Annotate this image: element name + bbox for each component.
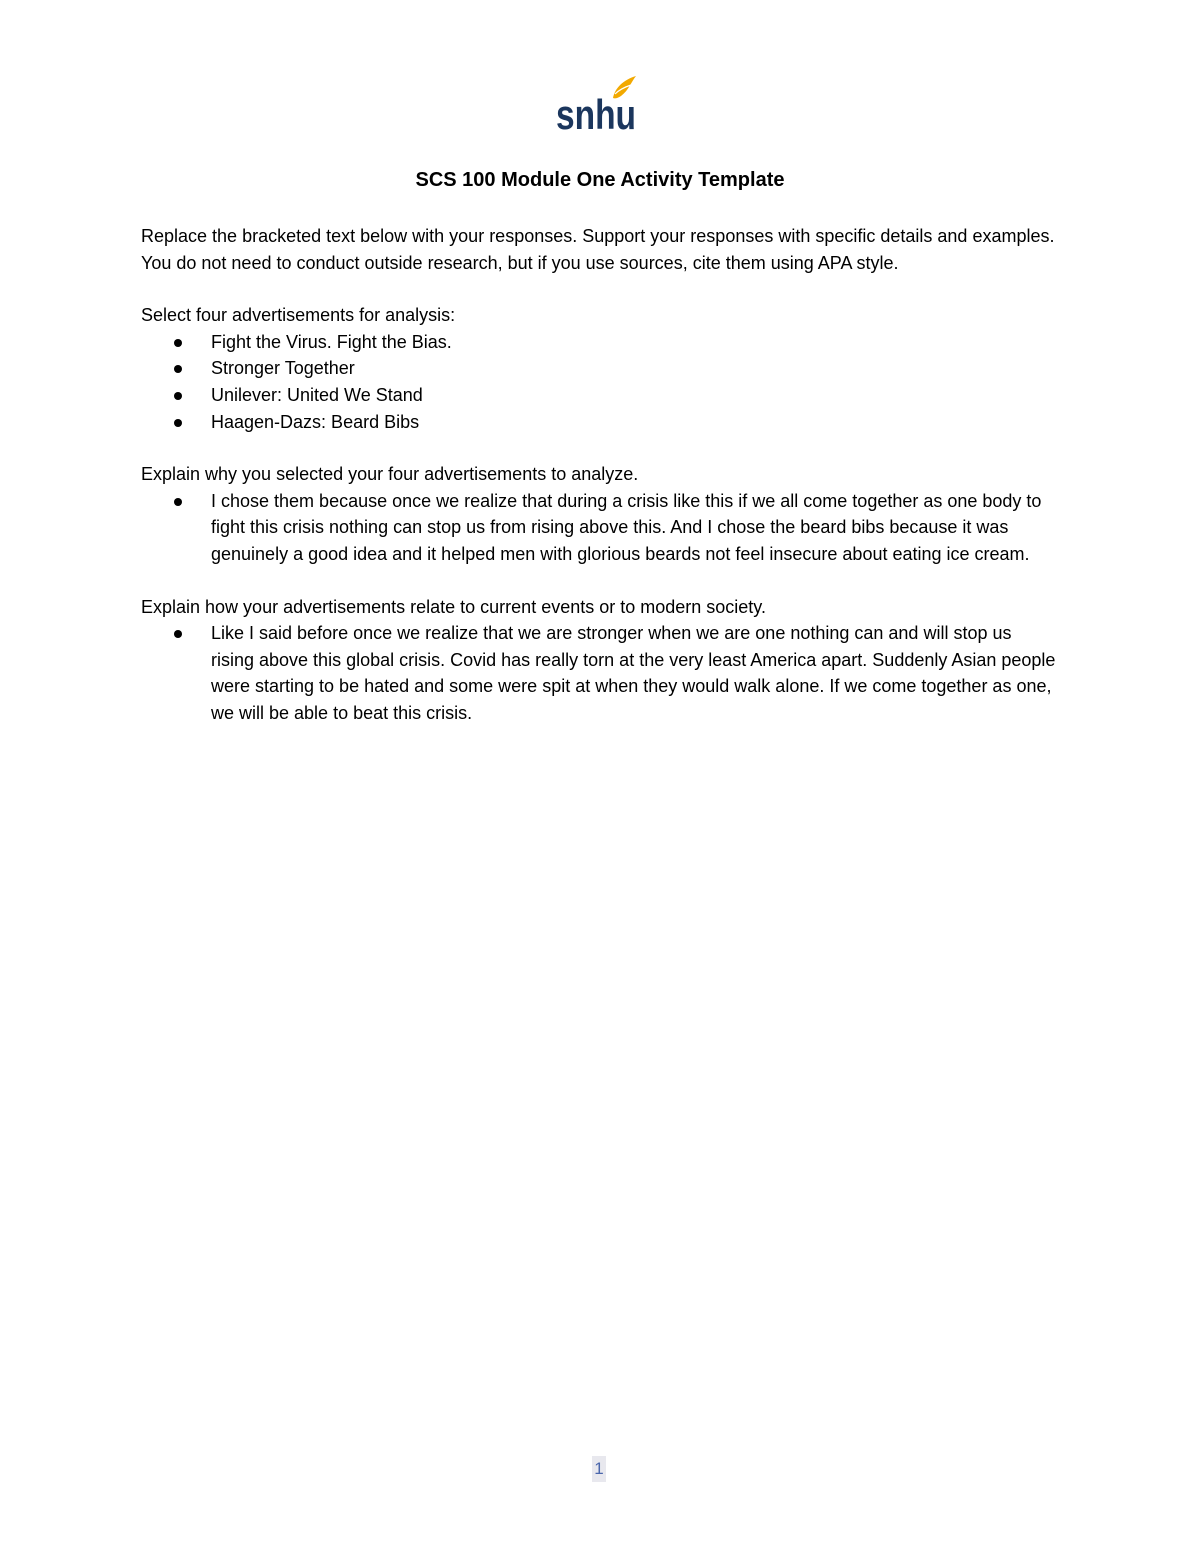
list-item [141,329,1056,356]
list-item-text: Fight the Virus. Fight the Bias. [211,331,452,352]
page-number: 1 [592,1456,606,1482]
why-selected-list [141,488,1056,568]
list-item [141,488,1056,568]
snhu-logo [555,72,639,138]
list-item [141,355,1056,382]
instructions-paragraph: Replace the bracketed text below with your responses. Support your responses with specific details and examples. You do not need to conduct outside research, but if you use sources, cite them using APA style. [141,226,1055,273]
bullet-icon [174,630,182,638]
question-select-ads: Select four advertisements for analysis: [141,305,456,326]
svg-text:snhu: snhu [556,91,636,138]
bullet-icon [174,419,182,427]
bullet-icon [174,339,182,347]
current-events-list [141,620,1056,726]
list-item-text: I chose them because once we realize that during a crisis like this if we all come together as one body to fight this crisis nothing can stop us from rising above this. And I chose the beard bibs because it was genuinely a good idea and it helped men with glorious beards not feel insecure about eating ice cream. [211,490,1042,564]
bullet-icon [174,365,182,373]
list-item [141,620,1056,726]
bullet-icon [174,498,182,506]
list-item-text: Like I said before once we realize that we are stronger when we are one nothing can and will stop us rising above this global crisis. Covid has really torn at the very least America apart. Suddenly Asian people were starting to be hated and some were spit at when they would walk alone. If we come together as one, we will be able to beat this crisis. [211,623,1056,723]
list-item [141,382,1056,409]
snhu-logo-graphic [555,72,639,138]
list-item-text: Unilever: United We Stand [211,384,423,405]
question-current-events: Explain how your advertisements relate to current events or to modern society. [141,596,766,617]
document-title: SCS 100 Module One Activity Template [415,169,785,191]
document-body [141,223,1056,753]
ad-selection-list [141,329,1056,435]
list-item-text: Stronger Together [211,358,355,379]
list-item [141,409,1056,436]
list-item-text: Haagen-Dazs: Beard Bibs [211,411,420,432]
question-why-selected: Explain why you selected your four advertisements to analyze. [141,464,639,485]
bullet-icon [174,392,182,400]
